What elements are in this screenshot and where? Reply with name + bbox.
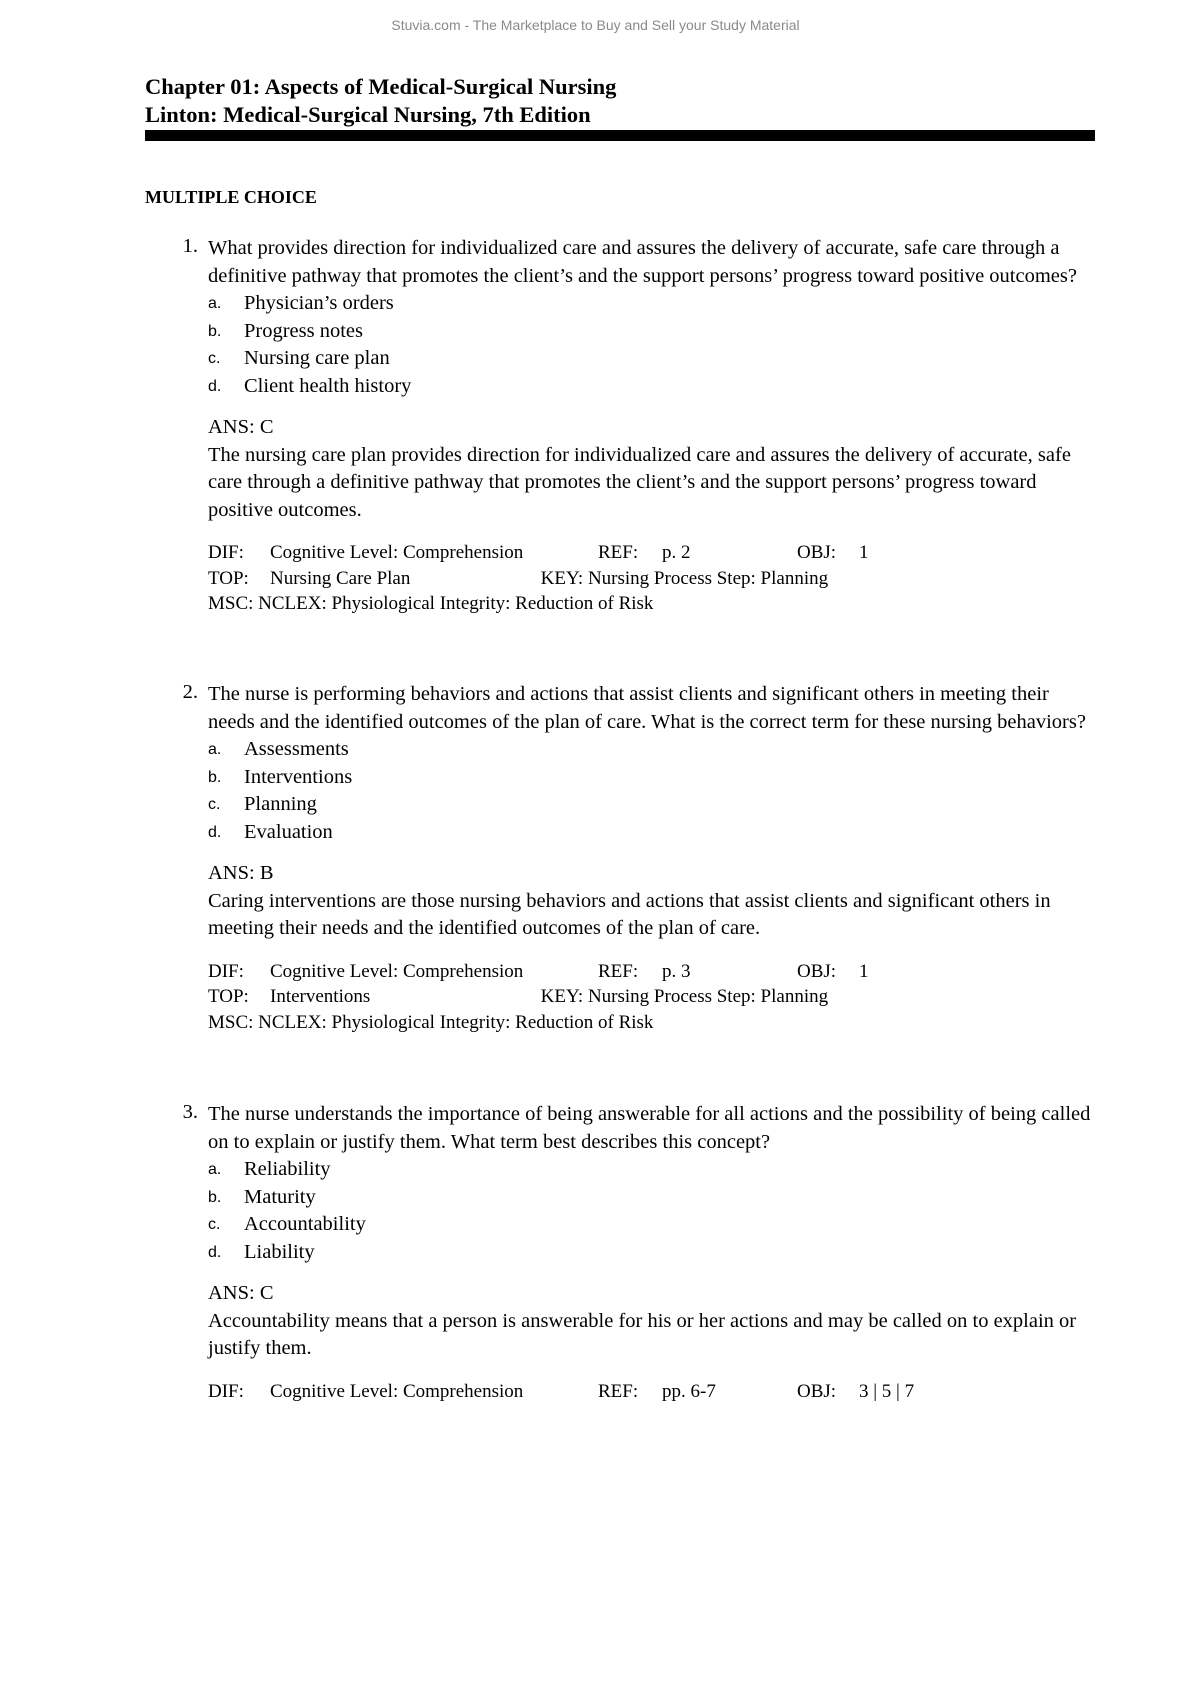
option-text: Reliability — [244, 1158, 331, 1180]
options-list — [208, 290, 1095, 400]
option-a — [208, 736, 1095, 764]
header-rule — [145, 130, 1095, 141]
option-letter: a. — [208, 741, 222, 758]
options-list — [208, 1156, 1095, 1266]
obj-label: OBJ: — [797, 960, 837, 982]
option-letter: c. — [208, 350, 221, 367]
obj-value: 1 — [859, 960, 869, 982]
answer-key: ANS: C — [208, 1282, 274, 1304]
option-b — [208, 764, 1095, 792]
options-list — [208, 736, 1095, 846]
obj-label: OBJ: — [797, 542, 837, 563]
option-b — [208, 1184, 1095, 1212]
answer-key: ANS: B — [208, 862, 274, 884]
rationale: Caring interventions are those nursing behaviors and actions that assist clients and significant others in meeting their needs and the identified outcomes of the plan of care. — [208, 889, 1051, 939]
question-metadata — [208, 540, 1095, 617]
chapter-title: Chapter 01: Aspects of Medical-Surgical Nursing — [145, 74, 617, 99]
option-letter: a. — [208, 1161, 222, 1178]
option-letter: c. — [208, 1216, 221, 1233]
option-d — [208, 819, 1095, 847]
msc-value: MSC: NCLEX: Physiological Integrity: Reduction of Risk — [208, 1011, 654, 1033]
question-number: 1. — [182, 235, 198, 257]
question-2 — [145, 681, 1095, 1035]
dif-value: Cognitive Level: Comprehension — [270, 542, 524, 563]
ref-label: REF: — [598, 1380, 639, 1402]
book-title: Linton: Medical-Surgical Nursing, 7th Edition — [145, 102, 591, 127]
option-a — [208, 1156, 1095, 1184]
question-metadata — [208, 1379, 1095, 1405]
option-text: Interventions — [244, 765, 353, 788]
obj-label: OBJ: — [797, 1380, 837, 1402]
option-text: Maturity — [244, 1185, 316, 1208]
question-number: 3. — [182, 1101, 198, 1123]
ref-label: REF: — [598, 960, 639, 982]
option-text: Liability — [244, 1240, 315, 1263]
question-metadata — [208, 959, 1095, 1036]
option-letter: d. — [208, 377, 222, 395]
key-value: KEY: Nursing Process Step: Planning — [540, 567, 829, 589]
option-d — [208, 1239, 1095, 1267]
dif-label: DIF: — [208, 1380, 244, 1402]
answer-key: ANS: C — [208, 416, 274, 438]
ref-value: pp. 6-7 — [662, 1380, 716, 1402]
option-c — [208, 1211, 1095, 1239]
question-text: The nurse is performing behaviors and actions that assist clients and significant others in meeting their needs and the identified outcomes of the plan of care. What is the correct term for these nursing behaviors? — [208, 683, 1086, 733]
question-text: The nurse understands the importance of being answerable for all actions and the possibility of being called on to explain or justify them. What term best describes this concept? — [208, 1103, 1091, 1153]
option-text: Evaluation — [244, 820, 333, 843]
dif-label: DIF: — [208, 960, 244, 982]
document-header — [145, 73, 1095, 141]
question-3 — [145, 1101, 1095, 1404]
section-title: MULTIPLE CHOICE — [145, 187, 317, 207]
watermark-banner: Stuvia.com - The Marketplace to Buy and Sell your Study Material — [391, 17, 800, 33]
option-text: Progress notes — [244, 319, 364, 342]
option-text: Assessments — [244, 738, 349, 760]
option-text: Accountability — [244, 1213, 366, 1235]
option-letter: b. — [208, 768, 222, 786]
ref-label: REF: — [598, 542, 639, 563]
option-c — [208, 345, 1095, 373]
msc-value: MSC: NCLEX: Physiological Integrity: Reduction of Risk — [208, 593, 654, 614]
top-value: Interventions — [270, 986, 371, 1007]
option-letter: d. — [208, 1243, 222, 1261]
question-number: 2. — [182, 681, 198, 703]
option-text: Physician’s orders — [244, 292, 394, 314]
top-label: TOP: — [208, 567, 249, 589]
top-value: Nursing Care Plan — [270, 567, 411, 589]
option-letter: b. — [208, 1188, 222, 1206]
option-letter: b. — [208, 322, 222, 340]
option-text: Client health history — [244, 374, 412, 397]
obj-value: 1 — [859, 542, 869, 563]
dif-value: Cognitive Level: Comprehension — [270, 1380, 524, 1402]
key-value: KEY: Nursing Process Step: Planning — [540, 986, 829, 1007]
option-b — [208, 318, 1095, 346]
obj-value: 3 | 5 | 7 — [859, 1380, 915, 1402]
dif-value: Cognitive Level: Comprehension — [270, 960, 524, 982]
ref-value: p. 2 — [662, 542, 691, 563]
dif-label: DIF: — [208, 542, 244, 563]
option-letter: d. — [208, 823, 222, 841]
option-d — [208, 373, 1095, 401]
rationale: The nursing care plan provides direction for individualized care and assures the delivery of accurate, safe care through a definitive pathway that promotes the client’s and the support persons’ progress toward positive outcomes. — [208, 443, 1071, 521]
top-label: TOP: — [208, 986, 249, 1007]
ref-value: p. 3 — [662, 960, 691, 982]
option-a — [208, 290, 1095, 318]
question-1 — [145, 235, 1095, 617]
question-text: What provides direction for individualized care and assures the delivery of accurate, safe care through a definitive pathway that promotes the client’s and the support persons’ progress toward positive outcomes? — [208, 237, 1077, 287]
option-c — [208, 791, 1095, 819]
option-letter: c. — [208, 796, 221, 813]
option-text: Nursing care plan — [244, 347, 390, 369]
rationale: Accountability means that a person is answerable for his or her actions and may be called on to explain or justify them. — [208, 1309, 1077, 1359]
option-letter: a. — [208, 295, 222, 312]
option-text: Planning — [244, 793, 317, 815]
